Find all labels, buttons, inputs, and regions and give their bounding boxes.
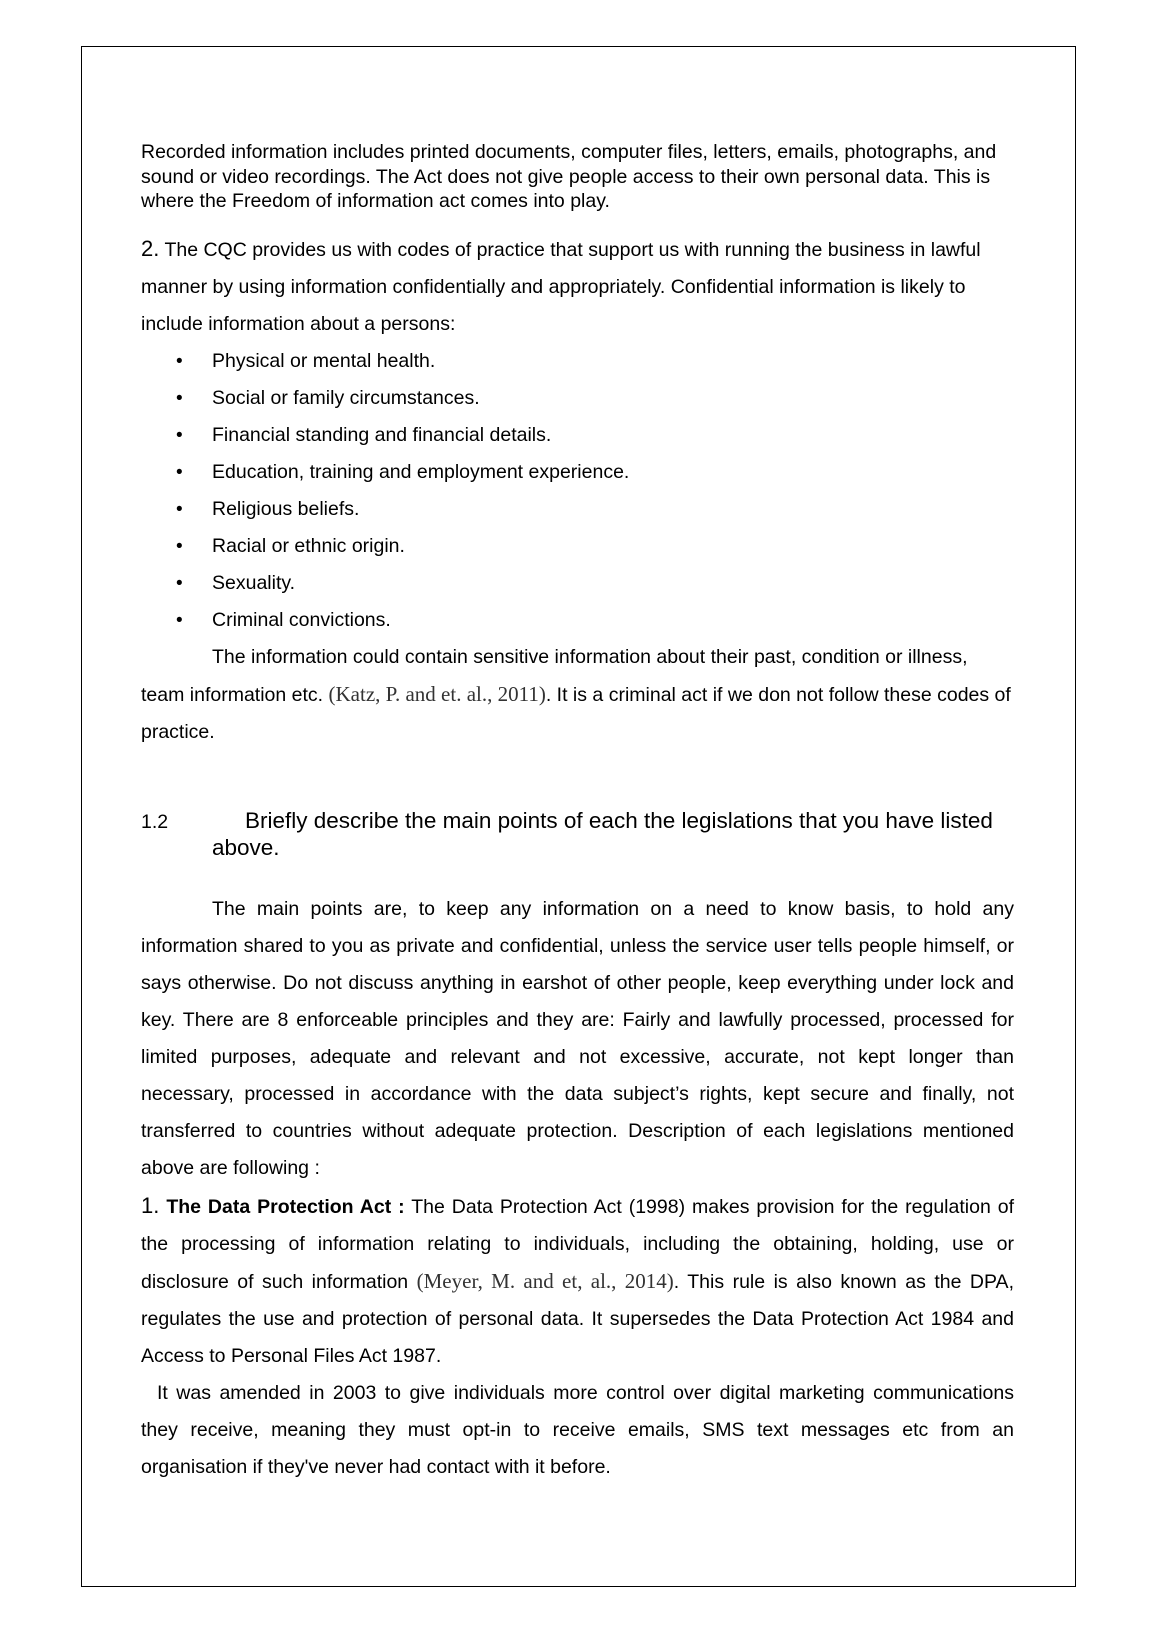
bullet-icon: •: [176, 424, 183, 446]
dpa-number: 1.: [141, 1192, 160, 1218]
bullet-icon: •: [176, 350, 183, 372]
list-item: • Criminal convictions.: [141, 602, 1014, 639]
sensitive-info-paragraph: The information could contain sensitive information about their past, condition or illness, team information etc. (Katz, P. and et. al., 2011). It is a criminal act if we don not follow these codes of practice.: [141, 645, 1011, 743]
dpa-title: The Data Protection Act :: [166, 1195, 405, 1218]
bullet-icon: •: [176, 609, 183, 631]
bullet-icon: •: [176, 572, 183, 594]
heading-text: Briefly describe the main points of each the legislations that you have listed above.: [212, 807, 993, 860]
list-item: • Physical or mental health.: [141, 343, 1014, 380]
main-points-paragraph: The main points are, to keep any information on a need to know basis, to hold any information shared to you as private and confidential, unless the service user tells people himself, or says otherwise. Do not discuss anything in earshot of other people, keep everything under lock and key. There are 8 enforceable principles and they are: Fairly and lawfully processed, processed for limited purposes, adequate and relevant and not excessive, accurate, not kept longer than necessary, processed in accordance with the data subject’s rights, kept secure and finally, not transferred to countries without adequate protection. Description of each legislations mentioned above are following :: [141, 897, 1014, 1179]
amendment-paragraph: It was amended in 2003 to give individuals more control over digital marketing communications they receive, meaning they must opt-in to receive emails, SMS text messages etc from an organisation if they've never had contact with it before.: [141, 1381, 1014, 1478]
list-item: • Sexuality.: [141, 565, 1014, 602]
heading-number: 1.2: [141, 810, 169, 833]
dpa-paragraph: 1. The Data Protection Act : The Data Protection Act (1998) makes provision for the regulation of the processing of information relating to individuals, including the obtaining, holding, use or disclosure of such information (Meyer, M. and et, al., 2014). This rule is also known as the DPA, regulates the use and protection of personal data. It supersedes the Data Protection Act 1984 and Access to Personal Files Act 1987.: [141, 1192, 1014, 1367]
section-2-number: 2.: [141, 235, 160, 261]
citation-katz: (Katz, P. and et. al., 2011): [328, 681, 546, 706]
document-body: [141, 140, 1014, 1486]
heading-1-2: [141, 807, 1014, 861]
bullet-icon: •: [176, 535, 183, 557]
citation-meyer: (Meyer, M. and et, al., 2014): [416, 1268, 674, 1293]
list-item: • Religious beliefs.: [141, 491, 1014, 528]
bullet-icon: •: [176, 387, 183, 409]
section-2-paragraph: [141, 230, 1014, 343]
bullet-icon: •: [176, 461, 183, 483]
list-item: • Education, training and employment experience.: [141, 454, 1014, 491]
section-2-text: The CQC provides us with codes of practice that support us with running the business in lawful manner by using information confidentially and appropriately. Confidential information is likely to include information about a persons:: [141, 238, 981, 335]
list-item: • Financial standing and financial details.: [141, 417, 1014, 454]
list-item: • Social or family circumstances.: [141, 380, 1014, 417]
intro-paragraph: Recorded information includes printed documents, computer files, letters, emails, photographs, and sound or video recordings. The Act does not give people access to their own personal data. This is where the Freedom of information act comes into play.: [141, 141, 997, 212]
list-item: • Racial or ethnic origin.: [141, 528, 1014, 565]
confidential-info-list: [141, 343, 1014, 639]
bullet-icon: •: [176, 498, 183, 520]
